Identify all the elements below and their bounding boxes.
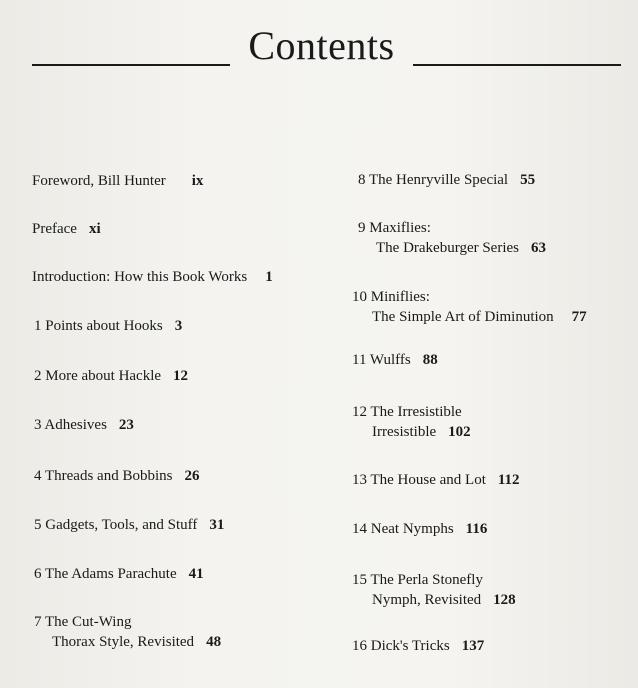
toc-entry-chapter-1 — [34, 316, 182, 336]
toc-entry-chapter-9 — [358, 218, 546, 258]
toc-entry-page: 55 — [520, 172, 536, 188]
title-rule-right — [413, 64, 621, 66]
toc-entry-page: 3 — [174, 318, 183, 334]
toc-entry-chapter-16 — [352, 636, 484, 656]
toc-entry-chapter-8 — [358, 170, 535, 190]
toc-entry-title: 5 Gadgets, Tools, and Stuff — [34, 517, 198, 533]
toc-entry-page: 31 — [209, 517, 225, 533]
toc-entry-page: 63 — [531, 240, 546, 256]
toc-entry-title: 4 Threads and Bobbins — [34, 468, 173, 484]
toc-entry-subtitle: Thorax Style, Revisited — [52, 634, 195, 650]
toc-entry-page: 88 — [422, 352, 438, 368]
toc-entry-chapter-10 — [352, 287, 587, 327]
toc-entry-chapter-15 — [352, 570, 516, 610]
toc-entry-page: 26 — [184, 468, 200, 484]
toc-entry-title: 9 Maxiflies: — [358, 220, 431, 236]
toc-entry-page: 77 — [571, 309, 587, 325]
toc-entry-title: 6 The Adams Parachute — [34, 566, 177, 582]
toc-entry-subtitle: The Drakeburger Series — [376, 240, 519, 256]
toc-entry-title: Introduction: How this Book Works — [32, 269, 248, 285]
toc-entry-page: 128 — [493, 592, 516, 608]
toc-entry-page: xi — [88, 221, 101, 237]
toc-entry-chapter-12 — [352, 402, 471, 442]
toc-entry-title: 11 Wulffs — [352, 352, 411, 368]
toc-entry-page: 48 — [206, 634, 222, 650]
toc-entry-chapter-7 — [34, 612, 221, 652]
toc-entry-title: 13 The House and Lot — [352, 472, 486, 488]
toc-entry-page: 112 — [497, 472, 520, 488]
toc-entry-title: 14 Neat Nymphs — [352, 521, 454, 537]
page-title: Contents — [248, 23, 395, 68]
toc-entry-page: 12 — [173, 368, 189, 384]
toc-entry-foreword — [32, 171, 203, 191]
toc-entry-title: 1 Points about Hooks — [34, 318, 163, 334]
toc-entry-title: 15 The Perla Stonefly — [352, 572, 483, 588]
toc-entry-page: ix — [191, 173, 204, 189]
toc-entry-chapter-5 — [34, 515, 224, 535]
toc-entry-chapter-4 — [34, 466, 199, 486]
toc-entry-preface — [32, 219, 101, 239]
title-rule-left — [32, 64, 230, 66]
toc-entry-chapter-14 — [352, 519, 487, 539]
toc-entry-subtitle: Nymph, Revisited — [372, 592, 482, 608]
toc-entry-page: 137 — [461, 638, 485, 654]
toc-entry-title: 7 The Cut-Wing — [34, 614, 132, 630]
toc-entry-title: 2 More about Hackle — [34, 368, 162, 384]
toc-entry-chapter-6 — [34, 564, 204, 584]
toc-entry-title: Foreword, Bill Hunter — [32, 173, 166, 189]
toc-entry-title: 3 Adhesives — [34, 417, 107, 433]
toc-entry-chapter-11 — [352, 350, 438, 370]
toc-entry-introduction — [32, 267, 273, 287]
toc-entry-subtitle: The Simple Art of Diminution — [372, 309, 554, 325]
toc-entry-page: 41 — [188, 566, 204, 582]
toc-entry-page: 1 — [265, 269, 273, 285]
toc-entry-title: Preface — [32, 221, 77, 237]
toc-entry-title: 16 Dick's Tricks — [352, 638, 450, 654]
toc-entry-subtitle: Irresistible — [372, 424, 437, 440]
toc-entry-chapter-13 — [352, 470, 520, 490]
toc-entry-page: 116 — [465, 521, 488, 537]
toc-entry-chapter-3 — [34, 415, 134, 435]
toc-entry-page: 102 — [448, 424, 471, 440]
toc-entry-title: 10 Miniflies: — [352, 289, 430, 305]
toc-entry-title: 8 The Henryville Special — [358, 172, 509, 188]
toc-entry-title: 12 The Irresistible — [352, 404, 462, 420]
toc-entry-page: 23 — [118, 417, 134, 433]
toc-entry-chapter-2 — [34, 366, 188, 386]
